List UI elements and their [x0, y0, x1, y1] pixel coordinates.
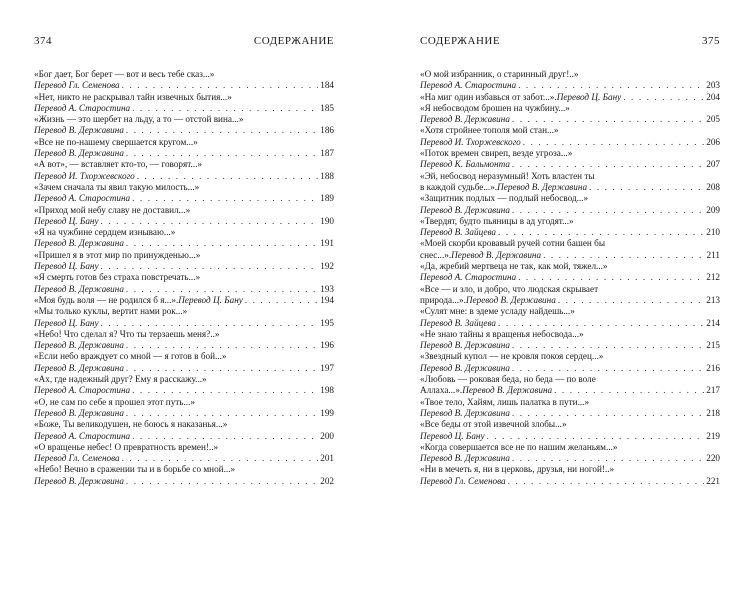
translator-line: [420, 408, 720, 419]
poem-first-line: «Я смерть готов без страха повстречать...»: [34, 272, 201, 283]
poem-first-line: в каждой судьбе...».: [420, 181, 498, 192]
translator-name: Перевод А. Старостина: [34, 193, 131, 204]
translator-line: [420, 182, 720, 193]
poem-first-line: «Ни в мечеть я, ни в церковь, друзья, ни ногой!..»: [420, 464, 615, 475]
page-ref: 214: [706, 317, 720, 328]
toc-entry: [34, 374, 334, 397]
dot-leader: [245, 295, 318, 306]
poem-first-line: «Боже, Ты великодушен, не боюсь я наказанья...»: [34, 419, 228, 430]
translator-line: [420, 318, 720, 329]
dot-leader: [512, 205, 704, 216]
poem-first-line: «Да, жребий мертвеца не так, как мой, тяжел...»: [420, 261, 608, 272]
page-ref: 213: [706, 294, 720, 305]
translator-name: Перевод В. Державина: [420, 407, 510, 418]
toc-entry: [34, 272, 334, 295]
toc-entry: [34, 114, 334, 137]
toc-entry: [420, 329, 720, 352]
toc-entry: [420, 419, 720, 442]
page-ref: 185: [320, 102, 334, 113]
poem-first-line: «Эй, небосвод неразумный! Хоть властен ты: [420, 170, 595, 181]
toc-entry: [420, 238, 720, 261]
toc-entry: [420, 92, 720, 103]
poem-first-line: «Зачем сначала ты явил такую милость...»: [34, 181, 200, 192]
translator-name: Перевод В. Зайцева: [420, 317, 497, 328]
dot-leader: [589, 182, 704, 193]
translator-name: Перевод Ц. Бану: [34, 261, 99, 272]
toc-entry: [34, 227, 334, 250]
toc-entry: [420, 125, 720, 148]
dot-leader: [101, 318, 319, 329]
toc-entry: [34, 92, 334, 115]
page-ref: 203: [706, 80, 720, 91]
page-ref: 188: [320, 170, 334, 181]
page-ref: 217: [706, 385, 720, 396]
dot-leader: [508, 476, 705, 487]
translator-name: Перевод В. Державина: [420, 114, 510, 125]
page-ref: 202: [320, 475, 334, 486]
dot-leader: [512, 159, 704, 170]
poem-first-line: Аллаха...».: [420, 385, 463, 396]
page-ref: 201: [320, 453, 334, 464]
page-ref: 216: [706, 362, 720, 373]
page-ref: 199: [320, 407, 334, 418]
poem-first-line: «Нет, никто не раскрывал тайн извечных бытия...»: [34, 91, 232, 102]
toc-entry: [420, 216, 720, 239]
translator-line: [34, 295, 334, 306]
poem-first-line: «Моей скорби кровавый ручей сотни башен бы: [420, 238, 605, 249]
translator-name: Перевод Ц. Бану: [34, 317, 99, 328]
toc-entry: [34, 351, 334, 374]
dot-leader: [126, 476, 318, 487]
poem-first-line: «Моя будь воля — не родился б я...».: [34, 294, 179, 305]
toc-entry: [34, 464, 334, 487]
translator-name: Перевод К. Бальмонта: [420, 159, 510, 170]
translator-line: [420, 92, 720, 103]
dot-leader: [554, 385, 704, 396]
translator-name: Перевод Гл. Семенова: [34, 453, 120, 464]
translator-line: [34, 238, 334, 249]
translator-name: Перевод В. Державина: [462, 385, 553, 396]
page-ref: 219: [706, 430, 720, 441]
toc-entry: [420, 261, 720, 284]
translator-name: Перевод В. Державина: [34, 340, 124, 351]
translator-name: Перевод В. Державина: [34, 238, 124, 249]
translator-line: [420, 363, 720, 374]
dot-leader: [126, 125, 318, 136]
page-ref: 215: [706, 340, 720, 351]
dot-leader: [623, 92, 704, 103]
toc-entry: [34, 306, 334, 329]
poem-first-line: «Ах, где надежный друг? Ему я расскажу...»: [34, 374, 207, 385]
translator-line: [34, 171, 334, 182]
translator-name: Перевод В. Державина: [420, 204, 510, 215]
page-ref: 192: [320, 261, 334, 272]
translator-line: [420, 250, 720, 261]
toc-entry: [34, 205, 334, 228]
translator-name: Перевод В. Державина: [420, 453, 510, 464]
translator-name: Перевод В. Зайцева: [420, 227, 497, 238]
page-ref: 206: [706, 136, 720, 147]
translator-name: Перевод И. Тхоржевского: [420, 136, 521, 147]
dot-leader: [543, 250, 704, 261]
translator-name: Перевод Ц. Бану: [34, 215, 99, 226]
toc-entry: [34, 419, 334, 442]
dot-leader: [518, 80, 704, 91]
poem-first-line: снес...».: [420, 249, 452, 260]
translator-line: [34, 193, 334, 204]
toc-entry: [34, 442, 334, 465]
poem-first-line: «Все беды от этой извечной злобы...»: [420, 419, 567, 430]
dot-leader: [126, 340, 318, 351]
toc-entry: [420, 148, 720, 171]
translator-name: Перевод Гл. Семенова: [34, 80, 120, 91]
poem-first-line: «Твердят, будто пьяницы в ад угодят...»: [420, 215, 574, 226]
translator-name: Перевод Ц. Бану: [178, 294, 243, 305]
dot-leader: [101, 216, 319, 227]
left-page-number: 374: [34, 35, 52, 47]
dot-leader: [512, 114, 704, 125]
page-ref: 186: [320, 125, 334, 136]
dot-leader: [132, 431, 318, 442]
translator-line: [34, 363, 334, 374]
toc-entry: [420, 374, 720, 397]
poem-first-line: «А вот», — вставляет кто-то, — говорят...»: [34, 159, 203, 170]
translator-name: Перевод В. Державина: [34, 362, 124, 373]
right-page-header: [420, 35, 720, 55]
page-ref: 211: [706, 249, 720, 260]
left-page-header: [34, 35, 334, 55]
toc-entry: [34, 329, 334, 352]
toc-entry: [420, 171, 720, 194]
translator-line: [34, 80, 334, 91]
translator-name: Перевод В. Державина: [34, 475, 124, 486]
dot-leader: [512, 408, 704, 419]
toc-entry: [34, 137, 334, 160]
toc-entry: [34, 250, 334, 273]
poem-first-line: «Приход мой небу славу не доставил...»: [34, 204, 191, 215]
translator-name: Перевод А. Старостина: [420, 80, 517, 91]
translator-name: Перевод Гл. Семенова: [420, 475, 506, 486]
dot-leader: [558, 295, 704, 306]
page-ref: 205: [706, 114, 720, 125]
translator-name: Перевод В. Державина: [34, 148, 124, 159]
poem-first-line: «О, не сам по себе я прошел этот путь...»: [34, 396, 195, 407]
poem-first-line: «Любовь — роковая беда, но беда — по воле: [420, 374, 596, 385]
left-toc-list: [34, 69, 334, 487]
dot-leader: [498, 227, 704, 238]
dot-leader: [132, 385, 318, 396]
poem-first-line: «Когда совершается все не по нашим желаньям...»: [420, 441, 618, 452]
page-ref: 189: [320, 193, 334, 204]
toc-entry: [420, 397, 720, 420]
page-ref: 210: [706, 227, 720, 238]
page-ref: 190: [320, 215, 334, 226]
dot-leader: [126, 148, 318, 159]
page-ref: 200: [320, 430, 334, 441]
translator-name: Перевод В. Державина: [420, 340, 510, 351]
translator-line: [34, 476, 334, 487]
page-ref: 195: [320, 317, 334, 328]
page-ref: 204: [706, 91, 720, 102]
page-ref: 194: [320, 294, 334, 305]
poem-first-line: «Небо! Что сделал я? Что ты терзаешь меня?..»: [34, 328, 220, 339]
dot-leader: [132, 193, 318, 204]
page-ref: 193: [320, 283, 334, 294]
translator-line: [34, 261, 334, 272]
translator-line: [420, 340, 720, 351]
translator-line: [34, 340, 334, 351]
dot-leader: [132, 103, 318, 114]
page-ref: 220: [706, 453, 720, 464]
translator-name: Перевод В. Державина: [34, 283, 124, 294]
toc-entry: [420, 103, 720, 126]
toc-entry: [34, 182, 334, 205]
toc-entry: [420, 69, 720, 92]
translator-line: [34, 103, 334, 114]
page-ref: 191: [320, 238, 334, 249]
translator-line: [420, 431, 720, 442]
toc-entry: [420, 284, 720, 307]
translator-line: [34, 408, 334, 419]
translator-line: [420, 80, 720, 91]
toc-entry: [34, 69, 334, 92]
poem-first-line: «Сулят мне: в эдеме усладу найдешь...»: [420, 306, 575, 317]
dot-leader: [137, 171, 318, 182]
dot-leader: [487, 431, 705, 442]
translator-line: [420, 114, 720, 125]
translator-line: [34, 148, 334, 159]
poem-first-line: «О мой избранник, о старинный друг!..»: [420, 69, 579, 79]
poem-first-line: «Если небо враждует со мной — я готов в бой...»: [34, 351, 227, 362]
poem-first-line: «Не знаю тайны я вращенья небосвода...»: [420, 328, 584, 339]
translator-line: [420, 453, 720, 464]
page-ref: 218: [706, 407, 720, 418]
translator-line: [420, 272, 720, 283]
right-page: [420, 0, 720, 487]
page-ref: 212: [706, 272, 720, 283]
translator-line: [420, 205, 720, 216]
dot-leader: [523, 137, 704, 148]
translator-line: [34, 284, 334, 295]
toc-entry: [420, 442, 720, 465]
dot-leader: [126, 363, 318, 374]
translator-name: Перевод А. Старостина: [34, 102, 131, 113]
translator-name: Перевод В. Державина: [465, 294, 556, 305]
poem-first-line: «Я небосводом брошен на чужбину...»: [420, 102, 570, 113]
dot-leader: [122, 453, 319, 464]
toc-entry: [34, 397, 334, 420]
poem-first-line: «Я на чужбине сердцем изнываю...»: [34, 227, 176, 238]
toc-entry: [420, 464, 720, 487]
right-page-number: 375: [702, 35, 720, 47]
translator-name: Перевод А. Старостина: [420, 272, 517, 283]
translator-line: [34, 385, 334, 396]
page-ref: 197: [320, 362, 334, 373]
dot-leader: [512, 340, 704, 351]
dot-leader: [512, 363, 704, 374]
page-ref: 209: [706, 204, 720, 215]
translator-name: Перевод В. Державина: [34, 125, 124, 136]
dot-leader: [498, 318, 704, 329]
poem-first-line: «На миг один избавься от забот...».: [420, 91, 557, 102]
page-ref: 198: [320, 385, 334, 396]
dot-leader: [518, 272, 704, 283]
translator-name: Перевод В. Державина: [420, 362, 510, 373]
poem-first-line: «Хотя стройнее тополя мой стан...»: [420, 125, 559, 136]
poem-first-line: «Все — и зло, и добро, что людская скрывает: [420, 283, 599, 294]
poem-first-line: «Твое тело, Хайям, лишь палатка в пути...»: [420, 396, 590, 407]
translator-name: Перевод В. Державина: [451, 249, 542, 260]
dot-leader: [512, 453, 704, 464]
translator-line: [34, 125, 334, 136]
dot-leader: [126, 408, 318, 419]
translator-name: Перевод В. Державина: [34, 407, 124, 418]
page-ref: 207: [706, 159, 720, 170]
page-ref: 221: [706, 475, 720, 486]
poem-first-line: «Мы только куклы, вертит нами рок...»: [34, 306, 188, 317]
dot-leader: [126, 284, 318, 295]
translator-line: [34, 216, 334, 227]
dot-leader: [101, 261, 319, 272]
poem-first-line: «Поток времен свиреп, везде угроза...»: [420, 148, 573, 159]
poem-first-line: природа...».: [420, 294, 466, 305]
translator-line: [420, 476, 720, 487]
translator-name: Перевод А. Старостина: [34, 385, 131, 396]
translator-line: [420, 385, 720, 396]
toc-entry: [34, 159, 334, 182]
toc-entry: [420, 193, 720, 216]
dot-leader: [122, 80, 319, 91]
poem-first-line: «Жизнь — это шербет на льду, а то — отстой вина...»: [34, 114, 244, 125]
right-toc-list: [420, 69, 720, 487]
toc-entry: [420, 351, 720, 374]
page-ref: 208: [706, 181, 720, 192]
toc-entry: [420, 306, 720, 329]
left-running-title: СОДЕРЖАНИЕ: [253, 35, 334, 47]
poem-first-line: «Защитник подлых — подлый небосвод...»: [420, 193, 589, 204]
translator-name: Перевод И. Тхоржевского: [34, 170, 135, 181]
poem-first-line: «Небо! Вечно в сражении ты и в борьбе со мной...»: [34, 464, 236, 475]
translator-line: [420, 137, 720, 148]
poem-first-line: «Все не по-нашему свершается кругом...»: [34, 136, 198, 147]
translator-line: [34, 318, 334, 329]
poem-first-line: «Звездный купол — не кровля покоя сердец...»: [420, 351, 604, 362]
translator-name: Перевод А. Старостина: [34, 430, 131, 441]
translator-line: [34, 453, 334, 464]
translator-line: [420, 227, 720, 238]
translator-line: [34, 431, 334, 442]
dot-leader: [126, 238, 318, 249]
page-ref: 187: [320, 148, 334, 159]
page-ref: 196: [320, 340, 334, 351]
poem-first-line: «Бог дает, Бог берет — вот и весь тебе сказ...»: [34, 69, 215, 79]
translator-name: Перевод Ц. Бану: [556, 91, 622, 102]
page-ref: 184: [320, 80, 334, 91]
translator-line: [420, 295, 720, 306]
toc-entry: [34, 295, 334, 306]
poem-first-line: «Пришел я в этот мир по принужденью...»: [34, 249, 201, 260]
translator-line: [420, 159, 720, 170]
right-running-title: СОДЕРЖАНИЕ: [420, 35, 501, 47]
translator-name: Перевод В. Державина: [497, 181, 588, 192]
translator-name: Перевод Ц. Бану: [420, 430, 485, 441]
left-page: [34, 0, 334, 487]
poem-first-line: «О вращенье небес! О превратность времен!..»: [34, 441, 219, 452]
